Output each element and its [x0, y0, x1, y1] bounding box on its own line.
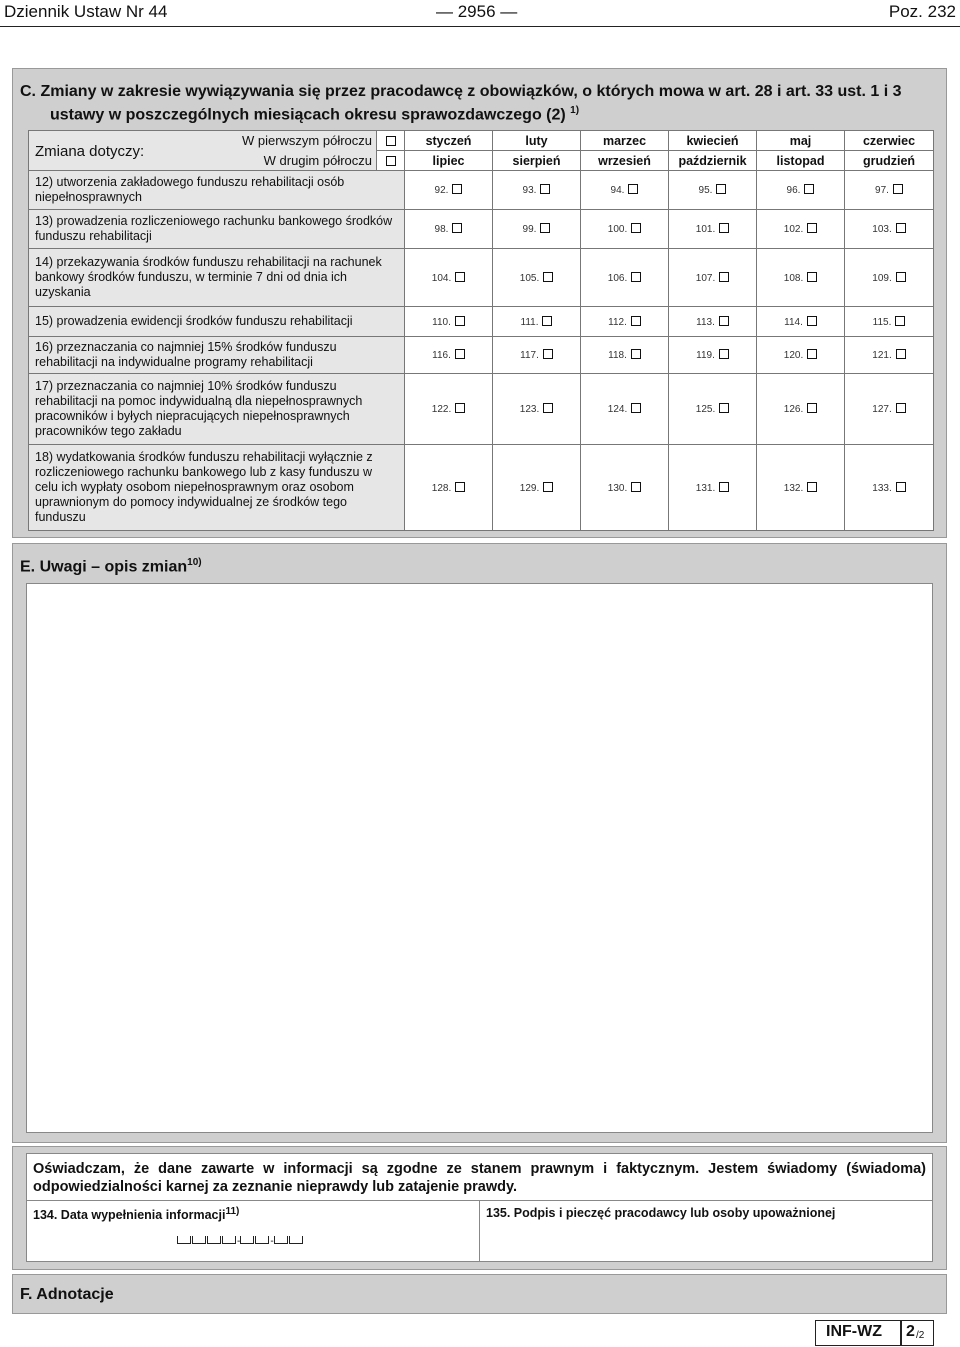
month-checkbox-cell[interactable]	[581, 374, 669, 445]
checkbox-icon[interactable]	[719, 316, 729, 326]
month-checkbox[interactable]	[405, 223, 492, 235]
month-checkbox[interactable]	[757, 349, 844, 361]
checkbox-icon[interactable]	[628, 184, 638, 194]
checkbox-icon[interactable]	[807, 223, 817, 233]
month-checkbox-cell[interactable]	[581, 210, 669, 249]
checkbox-icon[interactable]	[455, 316, 465, 326]
declaration-box	[26, 1153, 933, 1262]
month-checkbox[interactable]	[493, 223, 580, 235]
month-checkbox-cell[interactable]	[581, 445, 669, 531]
journal-title: Dziennik Ustaw Nr 44	[4, 2, 168, 21]
checkbox-number: 95.	[698, 185, 713, 196]
checkbox-icon[interactable]	[719, 223, 729, 233]
month-checkbox-cell[interactable]	[845, 374, 934, 445]
month-checkbox-cell[interactable]	[405, 249, 493, 307]
checkbox-number: 127.	[872, 404, 892, 415]
checkbox-icon[interactable]	[455, 403, 465, 413]
month-checkbox[interactable]	[845, 184, 933, 196]
month-checkbox-cell[interactable]	[845, 210, 934, 249]
half1-label: W pierwszym półroczu	[241, 133, 372, 148]
page-total: /2	[916, 1330, 925, 1341]
month-checkbox-cell[interactable]	[493, 374, 581, 445]
month-h1: marzec	[581, 131, 669, 151]
month-h2: sierpień	[493, 151, 581, 171]
month-checkbox-cell[interactable]	[757, 249, 845, 307]
date-field-footnote: 11)	[225, 1206, 240, 1217]
checkbox-number: 124.	[607, 404, 628, 415]
page-number: — 2956 —	[436, 2, 518, 21]
checkbox-icon[interactable]	[804, 184, 814, 194]
obligation-row	[29, 210, 934, 249]
checkbox-number: 104.	[431, 272, 452, 284]
month-checkbox-cell[interactable]	[405, 210, 493, 249]
month-checkbox[interactable]	[493, 349, 580, 361]
month-checkbox-cell[interactable]	[581, 337, 669, 374]
checkbox-number: 121.	[872, 350, 892, 361]
obligation-row	[29, 445, 934, 531]
checkbox-icon[interactable]	[455, 272, 465, 282]
month-checkbox-cell[interactable]	[845, 171, 934, 210]
checkbox-number: 133.	[872, 482, 892, 494]
checkbox-number: 103.	[872, 224, 892, 235]
month-checkbox-cell[interactable]	[669, 445, 757, 531]
half1-checkbox[interactable]	[377, 131, 405, 151]
month-checkbox[interactable]	[669, 482, 756, 494]
checkbox-icon[interactable]	[543, 482, 553, 492]
page-header	[0, 0, 960, 27]
month-checkbox-cell[interactable]	[845, 249, 934, 307]
month-checkbox[interactable]	[493, 403, 580, 415]
month-checkbox[interactable]	[845, 316, 933, 328]
checkbox-icon[interactable]	[893, 184, 903, 194]
checkbox-icon[interactable]	[631, 272, 641, 282]
month-checkbox-cell[interactable]	[757, 307, 845, 337]
month-checkbox[interactable]	[669, 272, 756, 284]
month-h1: czerwiec	[845, 131, 934, 151]
month-checkbox[interactable]	[493, 316, 580, 328]
checkbox-number: 123.	[519, 404, 540, 415]
month-checkbox-cell[interactable]	[669, 249, 757, 307]
month-checkbox-cell[interactable]	[581, 249, 669, 307]
half2-label: W drugim półroczu	[263, 153, 372, 168]
section-c-title-text: ustawy w poszczególnych miesiącach okresu sprawozdawczego (2)	[50, 106, 566, 124]
obligation-label: 16) przeznaczania co najmniej 15% środków funduszu rehabilitacji na indywidualne programy rehabilitacji	[29, 337, 405, 374]
month-checkbox[interactable]	[493, 184, 580, 196]
obligation-row	[29, 171, 934, 210]
checkbox-icon[interactable]	[452, 184, 462, 194]
checkbox-icon[interactable]	[452, 223, 462, 233]
checkbox-icon[interactable]	[807, 349, 817, 359]
checkbox-icon[interactable]	[716, 184, 726, 194]
checkbox-number: 118.	[608, 350, 627, 361]
month-checkbox-cell[interactable]	[669, 171, 757, 210]
checkbox-number: 94.	[610, 185, 625, 196]
month-checkbox[interactable]	[405, 316, 492, 328]
half2-checkbox[interactable]	[377, 151, 405, 171]
obligation-label: 12) utworzenia zakładowego funduszu rehabilitacji osób niepełnosprawnych	[29, 171, 405, 210]
checkbox-number: 102.	[783, 224, 804, 235]
checkbox-number: 108.	[783, 272, 804, 284]
checkbox-number: 93.	[522, 185, 537, 196]
checkbox-number: 129.	[519, 482, 540, 494]
month-checkbox-cell[interactable]	[405, 171, 493, 210]
changes-table	[28, 130, 934, 171]
checkbox-number: 112.	[608, 316, 627, 328]
month-h2: październik	[669, 151, 757, 171]
month-checkbox[interactable]	[493, 482, 580, 494]
month-checkbox[interactable]	[757, 223, 844, 235]
checkbox-number: 101.	[695, 224, 716, 235]
section-f-title: F. Adnotacje	[20, 1286, 114, 1303]
section-e-title-text: E. Uwagi – opis zmian	[20, 558, 188, 576]
checkbox-icon[interactable]	[719, 482, 729, 492]
month-checkbox-cell[interactable]	[493, 445, 581, 531]
section-c-title-line2	[20, 101, 945, 124]
obligation-label: 13) prowadzenia rozliczeniowego rachunku bankowego środków funduszu rehabilitacji	[29, 210, 405, 249]
checkbox-icon[interactable]	[455, 482, 465, 492]
month-checkbox-cell[interactable]	[493, 337, 581, 374]
checkbox-number: 92.	[434, 185, 449, 196]
month-checkbox[interactable]	[493, 272, 580, 284]
page-current: 2	[906, 1323, 915, 1340]
month-checkbox[interactable]	[581, 316, 668, 328]
checkbox-number: 107.	[695, 272, 716, 284]
month-checkbox[interactable]	[669, 316, 756, 328]
declaration-text: Oświadczam, że dane zawarte w informacji są zgodne ze stanem prawnym i faktycznym. Jestem świadomy (świadoma) odpowiedzialności karnej za zeznanie nieprawdy lub zatajenie prawdy.	[33, 1161, 926, 1195]
month-checkbox[interactable]	[405, 482, 492, 494]
form-code: INF-WZ	[826, 1323, 882, 1340]
month-checkbox[interactable]	[757, 482, 844, 494]
obligation-rows	[28, 170, 933, 531]
checkbox-icon[interactable]	[455, 349, 465, 359]
checkbox-icon[interactable]	[543, 403, 553, 413]
month-checkbox-cell[interactable]	[757, 445, 845, 531]
month-checkbox-cell[interactable]	[405, 374, 493, 445]
checkbox-number: 131.	[695, 482, 716, 494]
month-checkbox[interactable]	[757, 184, 844, 196]
month-checkbox-cell[interactable]	[757, 171, 845, 210]
month-checkbox-cell[interactable]	[757, 210, 845, 249]
checkbox-icon[interactable]	[719, 349, 729, 359]
checkbox-icon[interactable]	[896, 482, 906, 492]
checkbox-icon[interactable]	[719, 272, 729, 282]
date-field-text: 134. Data wypełnienia informacji	[33, 1208, 226, 1223]
month-checkbox-cell[interactable]	[581, 307, 669, 337]
signature-field-label: 135. Podpis i pieczęć pracodawcy lub osoby upoważnionej	[486, 1206, 836, 1220]
checkbox-icon[interactable]	[895, 316, 905, 326]
remarks-textarea[interactable]	[26, 583, 933, 1133]
section-e-footnote: 10)	[187, 557, 202, 568]
half1-row	[29, 131, 934, 151]
month-checkbox[interactable]	[581, 223, 668, 235]
month-checkbox-cell[interactable]	[669, 307, 757, 337]
changes-table-rows	[28, 170, 934, 531]
form-code-divider	[900, 1321, 902, 1345]
checkbox-number: 130.	[607, 482, 628, 494]
checkbox-number: 105.	[519, 272, 540, 284]
checkbox-number: 120.	[783, 350, 804, 361]
month-checkbox-cell[interactable]	[669, 337, 757, 374]
form-code-box	[815, 1320, 934, 1346]
position-number: Poz. 232	[888, 2, 956, 21]
obligation-label: 18) wydatkowania środków funduszu rehabilitacji wyłącznie z rozliczeniowego rachunku bankowego lub z kasy funduszu w celu ich wypłaty osobom niepełnosprawnym oraz osobom uprawnionym do pomocy indywidualnej ze środków tego funduszu	[29, 445, 405, 531]
checkbox-number: 100.	[607, 224, 628, 235]
month-checkbox[interactable]	[581, 349, 668, 361]
checkbox-icon[interactable]	[896, 272, 906, 282]
month-h1: styczeń	[405, 131, 493, 151]
checkbox-icon[interactable]	[807, 316, 817, 326]
checkbox-number: 106.	[607, 272, 628, 284]
checkbox-icon[interactable]	[719, 403, 729, 413]
checkbox-number: 125.	[695, 404, 716, 415]
month-h2: listopad	[757, 151, 845, 171]
checkbox-icon[interactable]	[543, 349, 553, 359]
checkbox-icon[interactable]	[540, 184, 550, 194]
month-checkbox[interactable]	[405, 403, 492, 415]
checkbox-icon[interactable]	[631, 482, 641, 492]
month-checkbox[interactable]	[669, 184, 756, 196]
checkbox-icon[interactable]	[807, 272, 817, 282]
checkbox-number: 111.	[520, 316, 539, 328]
date-input[interactable]: - -	[177, 1236, 304, 1247]
change-label-cell	[29, 131, 377, 171]
checkbox-number: 98.	[434, 224, 449, 235]
checkbox-number: 119.	[696, 350, 715, 361]
checkbox-icon[interactable]	[896, 223, 906, 233]
checkbox-icon[interactable]	[631, 403, 641, 413]
month-checkbox[interactable]	[581, 403, 668, 415]
checkbox-number: 128.	[431, 482, 452, 494]
checkbox-number: 126.	[783, 404, 804, 415]
month-checkbox[interactable]	[581, 272, 668, 284]
obligation-label: 15) prowadzenia ewidencji środków funduszu rehabilitacji	[29, 307, 405, 337]
checkbox-icon[interactable]	[807, 482, 817, 492]
month-checkbox[interactable]	[845, 272, 933, 284]
checkbox-number: 99.	[522, 224, 537, 235]
section-c-footnote: 1)	[570, 105, 580, 116]
checkbox-number: 117.	[520, 350, 539, 361]
month-checkbox[interactable]	[757, 316, 844, 328]
month-checkbox[interactable]	[757, 403, 844, 415]
checkbox-icon[interactable]	[543, 272, 553, 282]
month-checkbox[interactable]	[581, 482, 668, 494]
month-checkbox[interactable]	[845, 223, 933, 235]
section-c-title	[20, 82, 945, 124]
checkbox-number: 116.	[432, 350, 451, 361]
checkbox-icon[interactable]	[896, 349, 906, 359]
checkbox-number: 109.	[872, 272, 892, 284]
month-checkbox[interactable]	[845, 403, 933, 415]
month-checkbox[interactable]	[669, 223, 756, 235]
month-checkbox-cell[interactable]	[493, 307, 581, 337]
month-checkbox[interactable]	[581, 184, 668, 196]
month-checkbox-cell[interactable]	[405, 307, 493, 337]
checkbox-icon[interactable]	[896, 403, 906, 413]
obligation-row	[29, 249, 934, 307]
month-checkbox[interactable]	[405, 349, 492, 361]
month-checkbox-cell[interactable]	[493, 171, 581, 210]
month-checkbox-cell[interactable]	[757, 337, 845, 374]
obligation-label: 17) przeznaczania co najmniej 10% środków funduszu rehabilitacji na pomoc indywidualną dla niepełnosprawnych pracowników i byłych niepracujących niepełnosprawnych pracowników tego zakładu	[29, 374, 405, 445]
signature-field[interactable]	[480, 1224, 932, 1261]
checkbox-number: 97.	[875, 185, 889, 196]
month-checkbox-cell[interactable]	[493, 210, 581, 249]
obligation-row	[29, 337, 934, 374]
checkbox-icon[interactable]	[631, 349, 641, 359]
checkbox-icon[interactable]	[540, 223, 550, 233]
month-checkbox-cell[interactable]	[405, 337, 493, 374]
checkbox-number: 115.	[872, 316, 892, 328]
checkbox-number: 96.	[786, 185, 801, 196]
checkbox-icon[interactable]	[631, 223, 641, 233]
checkbox-number: 114.	[784, 316, 803, 328]
month-checkbox[interactable]	[669, 349, 756, 361]
month-checkbox[interactable]	[669, 403, 756, 415]
checkbox-icon[interactable]	[807, 403, 817, 413]
section-c-title-line1: C. Zmiany w zakresie wywiązywania się przez pracodawcę z obowiązków, o których mowa w art. 28 i art. 33 ust. 1 i 3	[20, 83, 902, 100]
month-h1: kwiecień	[669, 131, 757, 151]
section-e-title	[20, 553, 202, 576]
obligation-row	[29, 307, 934, 337]
date-field-label	[33, 1206, 239, 1222]
month-checkbox-cell[interactable]	[845, 307, 934, 337]
obligation-label: 14) przekazywania środków funduszu rehabilitacji na rachunek bankowy środków funduszu, w terminie 7 dni od dnia ich uzyskania	[29, 249, 405, 307]
checkbox-icon[interactable]	[542, 316, 552, 326]
month-checkbox-cell[interactable]	[405, 445, 493, 531]
checkbox-icon[interactable]	[631, 316, 641, 326]
month-checkbox[interactable]	[845, 482, 933, 494]
checkbox-number: 132.	[783, 482, 804, 494]
obligation-row	[29, 374, 934, 445]
month-h1: luty	[493, 131, 581, 151]
month-checkbox-cell[interactable]	[845, 337, 934, 374]
month-h1: maj	[757, 131, 845, 151]
month-h2: lipiec	[405, 151, 493, 171]
month-h2: grudzień	[845, 151, 934, 171]
month-checkbox[interactable]	[405, 184, 492, 196]
month-checkbox-cell[interactable]	[581, 171, 669, 210]
month-checkbox-cell[interactable]	[669, 374, 757, 445]
month-checkbox[interactable]	[405, 272, 492, 284]
section-f-panel	[12, 1274, 947, 1314]
checkbox-number: 122.	[431, 404, 452, 415]
checkbox-number: 113.	[696, 316, 715, 328]
month-checkbox[interactable]	[845, 349, 933, 361]
month-checkbox[interactable]	[757, 272, 844, 284]
month-h2: wrzesień	[581, 151, 669, 171]
month-checkbox-cell[interactable]	[669, 210, 757, 249]
change-label: Zmiana dotyczy:	[35, 143, 145, 160]
checkbox-number: 110.	[432, 316, 451, 328]
month-checkbox-cell[interactable]	[493, 249, 581, 307]
month-checkbox-cell[interactable]	[845, 445, 934, 531]
month-checkbox-cell[interactable]	[757, 374, 845, 445]
